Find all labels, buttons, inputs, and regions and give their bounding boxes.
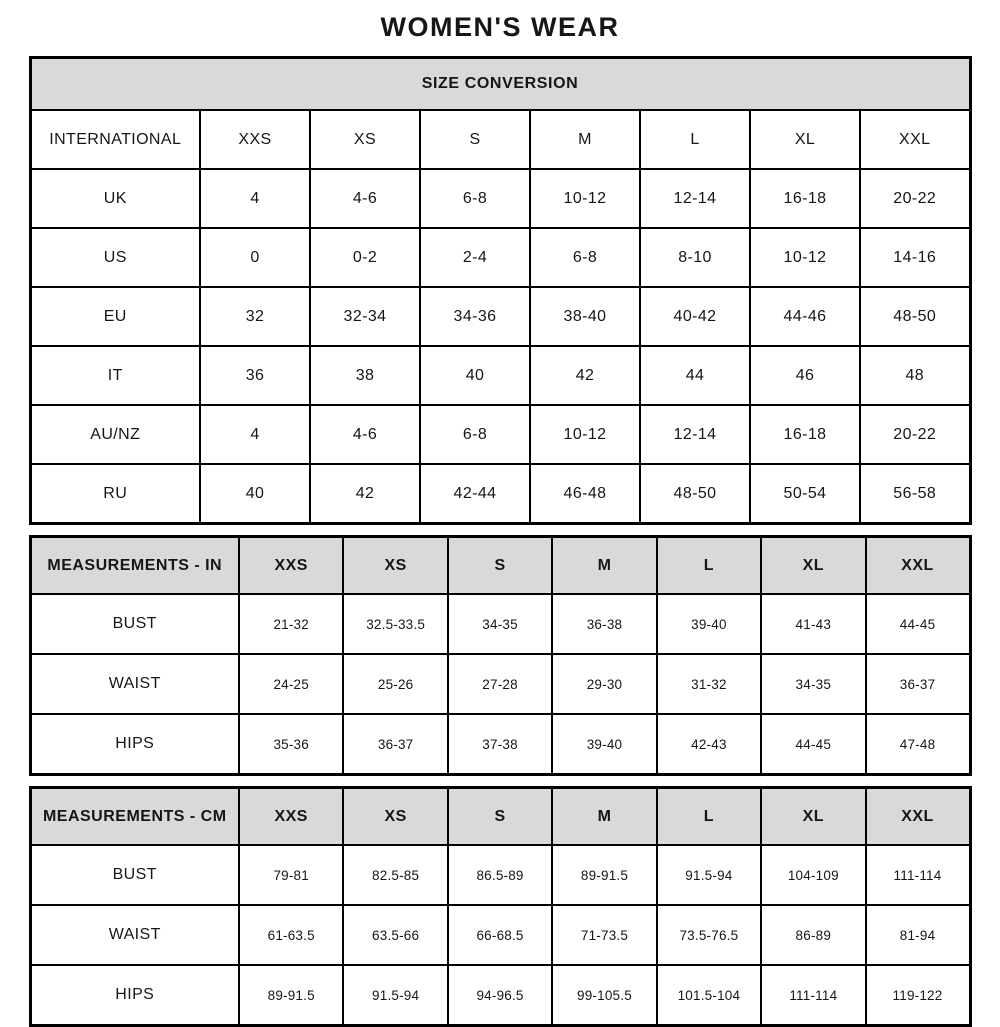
cell-value: 36	[200, 346, 310, 405]
cell-value: 42	[530, 346, 640, 405]
table-row	[30, 965, 970, 1026]
cell-value: 48	[860, 346, 970, 405]
cell-value: 32-34	[310, 287, 420, 346]
table-header-row	[30, 537, 970, 595]
row-label: RU	[30, 464, 200, 524]
cell-value: 24-25	[239, 654, 343, 714]
cell-value: 20-22	[860, 405, 970, 464]
table-row	[30, 654, 970, 714]
cell-value: 40	[420, 346, 530, 405]
cell-value: 36-37	[866, 654, 970, 714]
table-row	[30, 464, 970, 524]
table-row	[30, 405, 970, 464]
cell-value: 46	[750, 346, 860, 405]
table-row	[30, 714, 970, 775]
cell-value: 34-35	[448, 594, 552, 654]
cell-value: 35-36	[239, 714, 343, 775]
cell-value: 12-14	[640, 405, 750, 464]
cell-value: 48-50	[860, 287, 970, 346]
cell-value: 25-26	[343, 654, 447, 714]
cell-value: 44	[640, 346, 750, 405]
row-label: WAIST	[30, 905, 239, 965]
column-header-xxl: XXL	[866, 537, 970, 595]
row-label: HIPS	[30, 714, 239, 775]
row-label: BUST	[30, 845, 239, 905]
cell-value: 31-32	[657, 654, 761, 714]
cell-value: 20-22	[860, 169, 970, 228]
cell-value: 4	[200, 405, 310, 464]
cell-value: 42	[310, 464, 420, 524]
cell-value: 38	[310, 346, 420, 405]
cell-value: 56-58	[860, 464, 970, 524]
cell-value: 61-63.5	[239, 905, 343, 965]
column-header-xs: XS	[343, 788, 447, 846]
cell-value: 12-14	[640, 169, 750, 228]
cell-value: 40-42	[640, 287, 750, 346]
cell-value: 8-10	[640, 228, 750, 287]
cell-value: 89-91.5	[552, 845, 656, 905]
column-header-measurements-cm: MEASUREMENTS - CM	[30, 788, 239, 846]
column-header-xs: XS	[310, 110, 420, 169]
cell-value: 81-94	[866, 905, 970, 965]
table-row	[30, 287, 970, 346]
column-header-s: S	[448, 537, 552, 595]
cell-value: 44-46	[750, 287, 860, 346]
cell-value: 66-68.5	[448, 905, 552, 965]
cell-value: 16-18	[750, 169, 860, 228]
column-header-xl: XL	[761, 537, 865, 595]
column-header-s: S	[448, 788, 552, 846]
cell-value: 79-81	[239, 845, 343, 905]
row-label: WAIST	[30, 654, 239, 714]
cell-value: 4	[200, 169, 310, 228]
cell-value: 36-38	[552, 594, 656, 654]
table-row	[30, 169, 970, 228]
table-row	[30, 845, 970, 905]
cell-value: 21-32	[239, 594, 343, 654]
cell-value: 37-38	[448, 714, 552, 775]
cell-value: 111-114	[866, 845, 970, 905]
cell-value: 71-73.5	[552, 905, 656, 965]
column-header-l: L	[640, 110, 750, 169]
cell-value: 42-43	[657, 714, 761, 775]
column-header-s: S	[420, 110, 530, 169]
cell-value: 94-96.5	[448, 965, 552, 1026]
cell-value: 29-30	[552, 654, 656, 714]
table-row	[30, 228, 970, 287]
column-header-xs: XS	[343, 537, 447, 595]
cell-value: 82.5-85	[343, 845, 447, 905]
page-title: WOMEN'S WEAR	[380, 12, 620, 42]
table-row	[30, 905, 970, 965]
measurements-cm-table	[29, 786, 972, 1027]
cell-value: 41-43	[761, 594, 865, 654]
cell-value: 46-48	[530, 464, 640, 524]
cell-value: 6-8	[420, 405, 530, 464]
size-conversion-table	[29, 56, 972, 525]
cell-value: 10-12	[530, 405, 640, 464]
cell-value: 10-12	[530, 169, 640, 228]
cell-value: 104-109	[761, 845, 865, 905]
cell-value: 111-114	[761, 965, 865, 1026]
cell-value: 99-105.5	[552, 965, 656, 1026]
cell-value: 14-16	[860, 228, 970, 287]
row-label: EU	[30, 287, 200, 346]
cell-value: 2-4	[420, 228, 530, 287]
column-header-l: L	[657, 537, 761, 595]
column-header-xl: XL	[761, 788, 865, 846]
cell-value: 63.5-66	[343, 905, 447, 965]
column-header-measurements-in: MEASUREMENTS - IN	[30, 537, 239, 595]
cell-value: 47-48	[866, 714, 970, 775]
cell-value: 6-8	[420, 169, 530, 228]
cell-value: 0	[200, 228, 310, 287]
cell-value: 27-28	[448, 654, 552, 714]
column-header-m: M	[530, 110, 640, 169]
row-label: HIPS	[30, 965, 239, 1026]
cell-value: 32	[200, 287, 310, 346]
cell-value: 48-50	[640, 464, 750, 524]
row-label: US	[30, 228, 200, 287]
cell-value: 44-45	[761, 714, 865, 775]
column-header-l: L	[657, 788, 761, 846]
column-header-m: M	[552, 788, 656, 846]
column-header-xxs: XXS	[239, 537, 343, 595]
cell-value: 4-6	[310, 169, 420, 228]
cell-value: 39-40	[657, 594, 761, 654]
cell-value: 91.5-94	[657, 845, 761, 905]
cell-value: 40	[200, 464, 310, 524]
column-header-xl: XL	[750, 110, 860, 169]
row-label: UK	[30, 169, 200, 228]
cell-value: 10-12	[750, 228, 860, 287]
column-header-xxs: XXS	[200, 110, 310, 169]
table-row	[30, 346, 970, 405]
table-title-row	[30, 58, 970, 111]
column-header-xxl: XXL	[866, 788, 970, 846]
cell-value: 73.5-76.5	[657, 905, 761, 965]
cell-value: 0-2	[310, 228, 420, 287]
table-header-row	[30, 788, 970, 846]
cell-value: 50-54	[750, 464, 860, 524]
column-header-xxl: XXL	[860, 110, 970, 169]
cell-value: 86-89	[761, 905, 865, 965]
cell-value: 42-44	[420, 464, 530, 524]
cell-value: 16-18	[750, 405, 860, 464]
cell-value: 89-91.5	[239, 965, 343, 1026]
measurements-in-table	[29, 535, 972, 776]
cell-value: 119-122	[866, 965, 970, 1026]
cell-value: 101.5-104	[657, 965, 761, 1026]
row-label: AU/NZ	[30, 405, 200, 464]
cell-value: 32.5-33.5	[343, 594, 447, 654]
cell-value: 34-36	[420, 287, 530, 346]
table-row	[30, 594, 970, 654]
row-label: IT	[30, 346, 200, 405]
cell-value: 4-6	[310, 405, 420, 464]
cell-value: 91.5-94	[343, 965, 447, 1026]
cell-value: 39-40	[552, 714, 656, 775]
table-header-row	[30, 110, 970, 169]
column-header-m: M	[552, 537, 656, 595]
cell-value: 6-8	[530, 228, 640, 287]
size-conversion-title: SIZE CONVERSION	[30, 58, 970, 111]
cell-value: 86.5-89	[448, 845, 552, 905]
column-header-international: INTERNATIONAL	[30, 110, 200, 169]
cell-value: 38-40	[530, 287, 640, 346]
row-label: BUST	[30, 594, 239, 654]
cell-value: 36-37	[343, 714, 447, 775]
column-header-xxs: XXS	[239, 788, 343, 846]
cell-value: 44-45	[866, 594, 970, 654]
cell-value: 34-35	[761, 654, 865, 714]
